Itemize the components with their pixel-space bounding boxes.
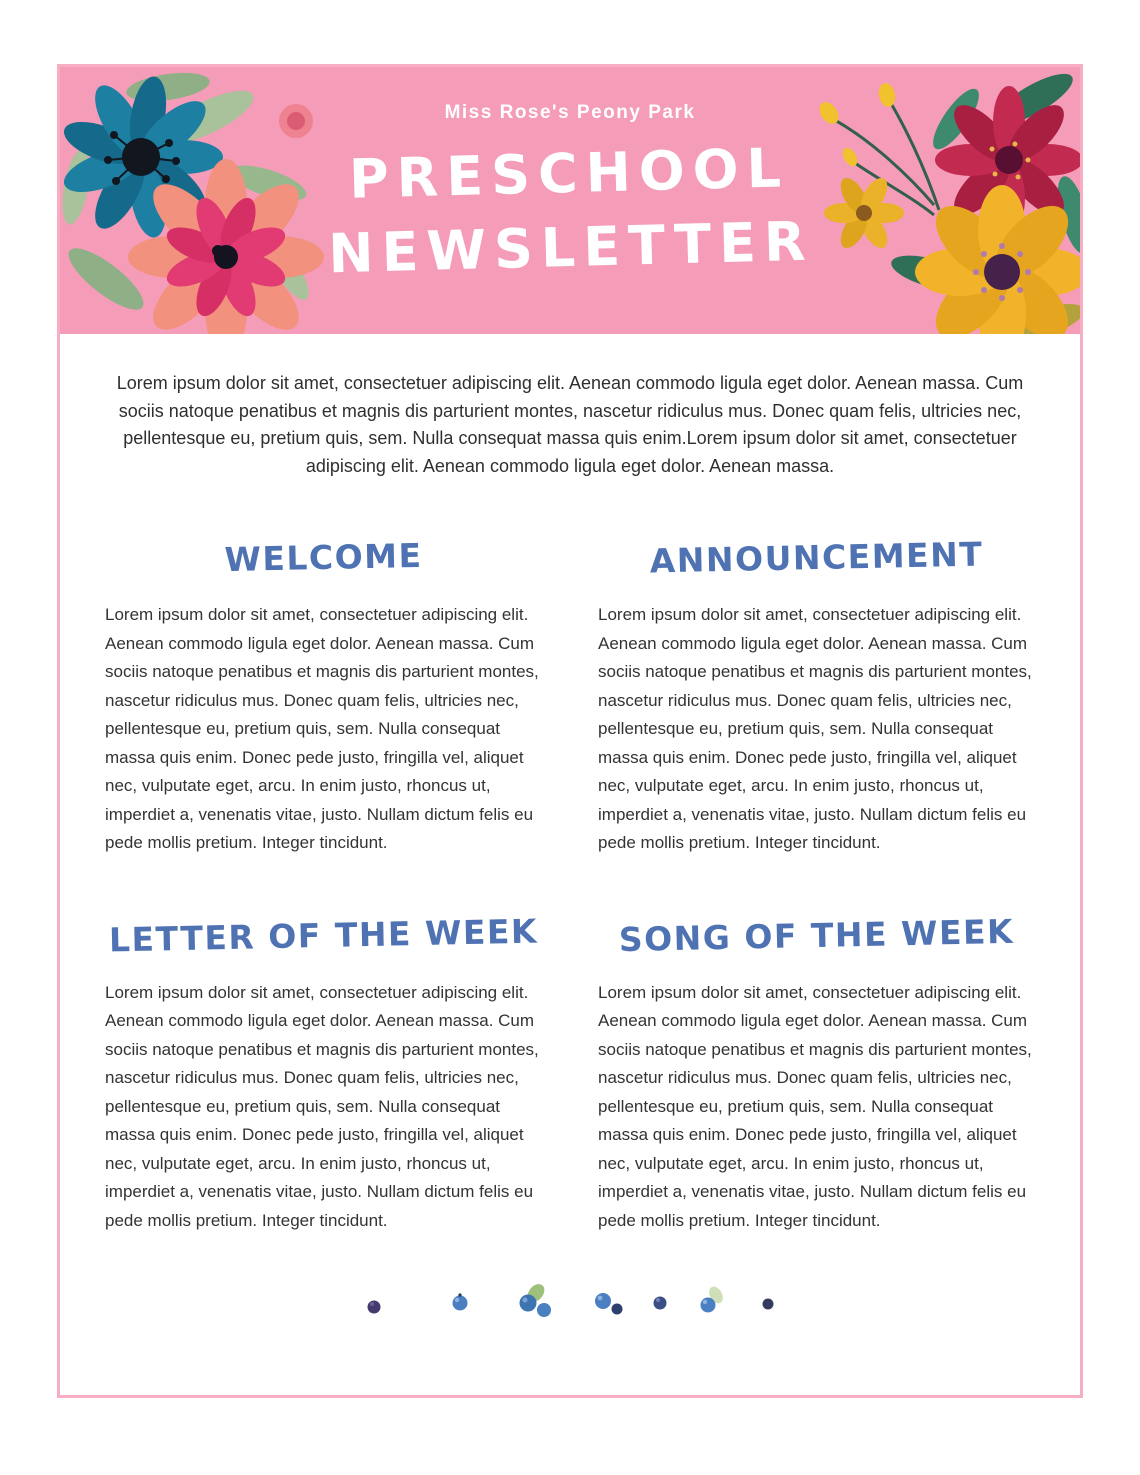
- section-welcome: [105, 480, 542, 858]
- intro-paragraph: Lorem ipsum dolor sit amet, consectetuer adipiscing elit. Aenean commodo ligula eget dolor. Aenean massa. Cum sociis natoque penatibus et magnis dis parturient montes, nascetur ridiculus mus. Donec quam felis, ultricies nec, pellentesque eu, pretium quis, sem. Nulla consequat massa quis enim.Lorem ipsum dolor sit amet, consectetuer adipiscing elit. Aenean commodo ligula eget dolor. Aenean massa.: [116, 373, 1024, 476]
- section-letter-of-the-week-body: Lorem ipsum dolor sit amet, consectetuer adipiscing elit. Aenean commodo ligula eget dolor. Aenean massa. Cum sociis natoque penatibus et magnis dis parturient montes, nascetur ridiculus mus. Donec quam felis, ultricies nec, pellentesque eu, pretium quis, sem. Nulla consequat massa quis enim. Donec pede justo, fringilla vel, aliquet nec, vulputate eget, arcu. In enim justo, rhoncus ut, imperdiet a, venenatis vitae, justo. Nullam dictum felis eu pede mollis pretium. Integer tincidunt.: [105, 982, 539, 1230]
- banner-kicker: Miss Rose's Peony Park: [444, 102, 696, 123]
- banner-title-line1: PRESCHOOL: [348, 136, 790, 211]
- content: [60, 370, 1080, 1328]
- section-announcement-body: Lorem ipsum dolor sit amet, consectetuer adipiscing elit. Aenean commodo ligula eget dolor. Aenean massa. Cum sociis natoque penatibus et magnis dis parturient montes, nascetur ridiculus mus. Donec quam felis, ultricies nec, pellentesque eu, pretium quis, sem. Nulla consequat massa quis enim. Donec pede justo, fringilla vel, aliquet nec, vulputate eget, arcu. In enim justo, rhoncus ut, imperdiet a, venenatis vitae, justo. Nullam dictum felis eu pede mollis pretium. Integer tincidunt.: [598, 605, 1032, 852]
- blueberries-illustration: [105, 1277, 1035, 1328]
- section-welcome-body: Lorem ipsum dolor sit amet, consectetuer adipiscing elit. Aenean commodo ligula eget dolor. Aenean massa. Cum sociis natoque penatibus et magnis dis parturient montes, nascetur ridiculus mus. Donec quam felis, ultricies nec, pellentesque eu, pretium quis, sem. Nulla consequat massa quis enim. Donec pede justo, fringilla vel, aliquet nec, vulputate eget, arcu. In enim justo, rhoncus ut, imperdiet a, venenatis vitae, justo. Nullam dictum felis eu pede mollis pretium. Integer tincidunt.: [105, 605, 539, 852]
- banner-title-line2: NEWSLETTER: [327, 209, 815, 286]
- section-song-of-the-week: [598, 858, 1035, 1236]
- sections-grid: [105, 480, 1035, 1235]
- banner-text: [60, 67, 1080, 285]
- newsletter-page-frame: [57, 64, 1083, 1398]
- section-song-of-the-week-title: SONG OF THE WEEK: [618, 911, 1015, 959]
- blueberries-icon: [360, 1277, 780, 1323]
- section-letter-of-the-week-title: LETTER OF THE WEEK: [108, 911, 539, 959]
- section-song-of-the-week-body: Lorem ipsum dolor sit amet, consectetuer adipiscing elit. Aenean commodo ligula eget dolor. Aenean massa. Cum sociis natoque penatibus et magnis dis parturient montes, nascetur ridiculus mus. Donec quam felis, ultricies nec, pellentesque eu, pretium quis, sem. Nulla consequat massa quis enim. Donec pede justo, fringilla vel, aliquet nec, vulputate eget, arcu. In enim justo, rhoncus ut, imperdiet a, venenatis vitae, justo. Nullam dictum felis eu pede mollis pretium. Integer tincidunt.: [598, 982, 1032, 1230]
- section-welcome-title: WELCOME: [224, 535, 423, 580]
- banner-title: [60, 124, 1080, 299]
- section-announcement-title: ANNOUNCEMENT: [649, 534, 984, 581]
- section-announcement: [598, 480, 1035, 858]
- banner: [60, 67, 1080, 334]
- section-letter-of-the-week: [105, 858, 542, 1236]
